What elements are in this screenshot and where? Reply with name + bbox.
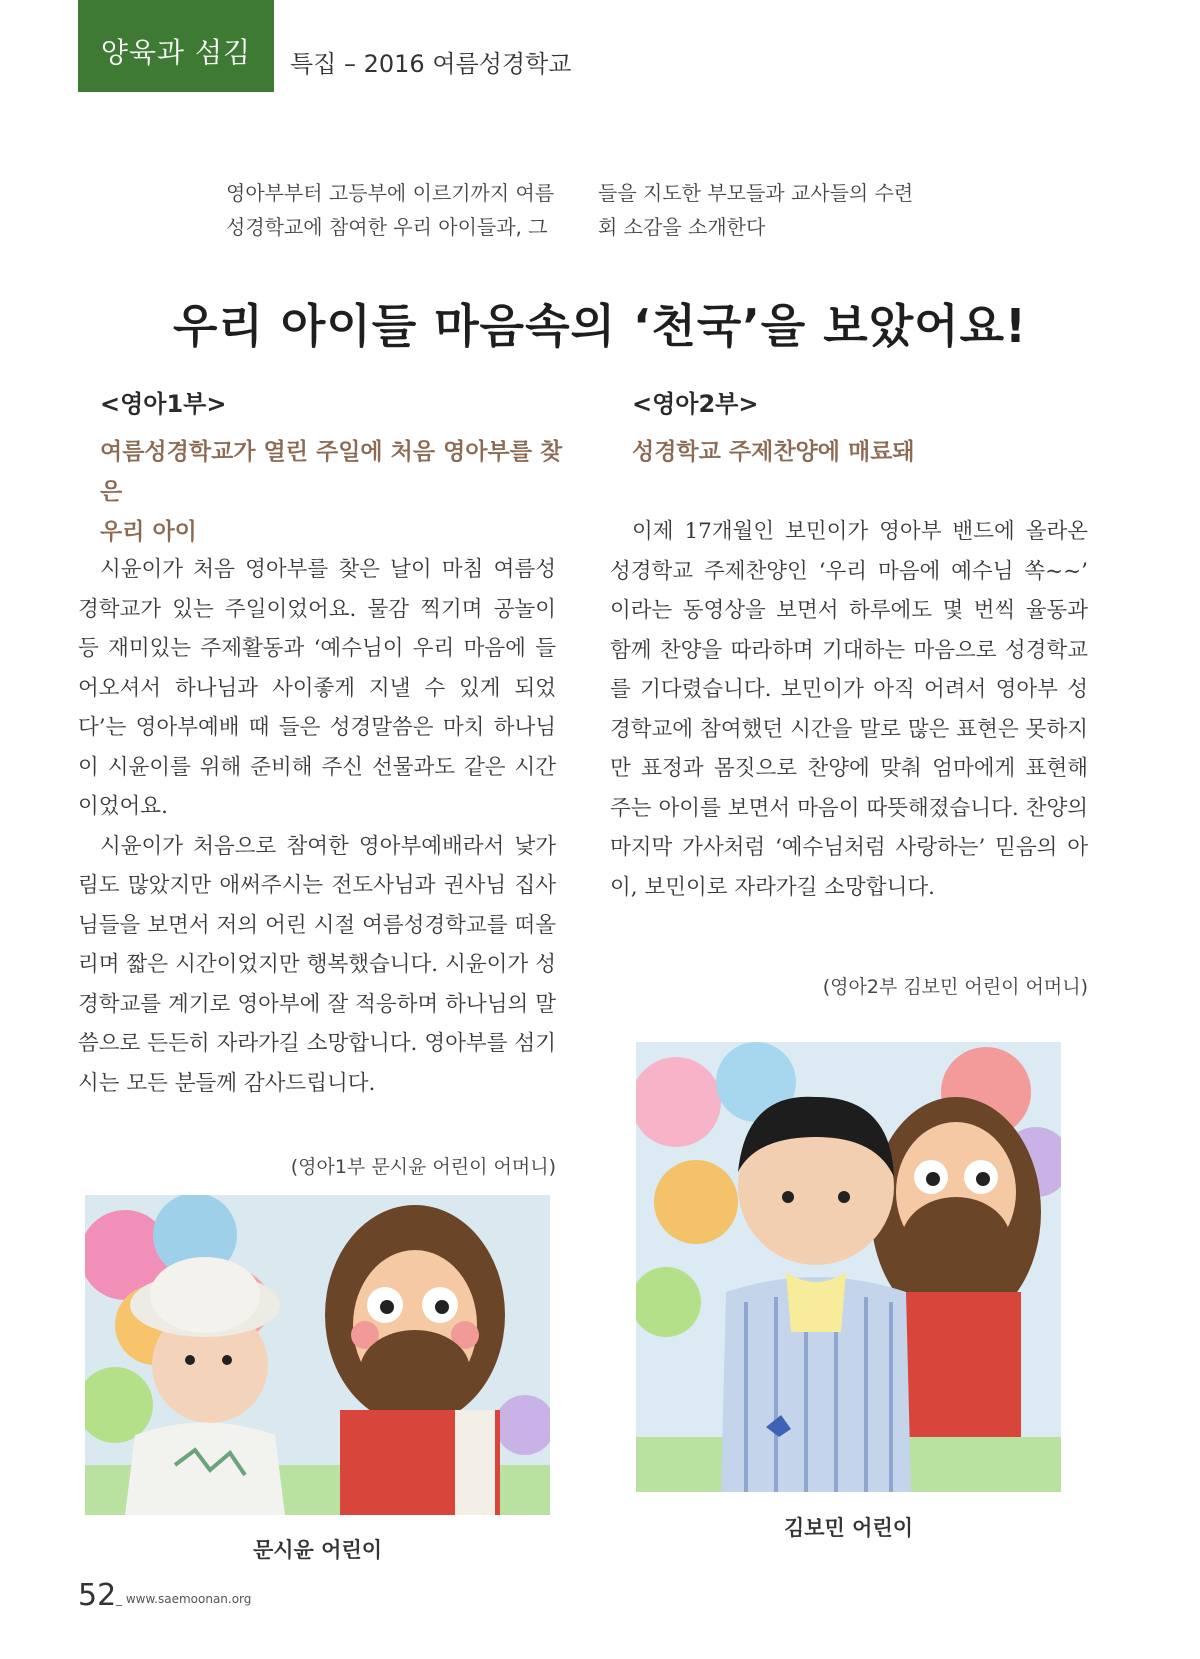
right-photo-caption: 김보민 어린이	[783, 1516, 914, 1540]
right-subtitle	[632, 432, 1102, 472]
left-article-body	[78, 550, 556, 1103]
intro-line: 들을 지도한 부모들과 교사들의 수련	[598, 181, 914, 205]
section-title: 특집 – 2016 여름성경학교	[290, 50, 572, 78]
left-photo-caption: 문시윤 어린이	[252, 1538, 383, 1562]
site-url: _ www.saemoonan.org	[116, 1592, 252, 1606]
left-subtitle-line: 여름성경학교가 열린 주일에 처음 영아부를 찾은	[100, 439, 563, 505]
left-paragraph: 시윤이가 처음으로 참여한 영아부예배라서 낯가림도 많았지만 애써주시는 전도사님과 권사님 집사님들을 보면서 저의 어린 시절 여름성경학교를 떠올리며 짧은 시간이었지만 행복했습니다. 시윤이가 성경학교를 계기로 영아부에 잘 적응하며 하나님의 말씀으로 든든히 자라가길 소망합니다. 영아부를 섬기시는 모든 분들께 감사드립니다.	[78, 833, 556, 1096]
intro-line: 성경학교에 참여한 우리 아이들과, 그	[226, 215, 548, 239]
page-number: 52	[78, 1578, 117, 1613]
right-subtitle-line: 성경학교 주제찬양에 매료돼	[632, 439, 915, 465]
section-label: 양육과 섬김	[78, 0, 274, 92]
left-paragraph: 시윤이가 처음 영아부를 찾은 날이 마침 여름성경학교가 있는 주일이었어요. 물감 찍기며 공놀이 등 재미있는 주제활동과 ‘예수님이 우리 마음에 들어오셔서 하나님과 사이좋게 지낼 수 있게 되었다’는 영아부예배 때 들은 성경말씀은 마치 하나님이 시윤이를 위해 준비해 주신 선물과도 같은 시간이었어요.	[78, 557, 556, 819]
left-subtitle-line: 우리 아이	[100, 519, 197, 545]
intro-right	[598, 176, 958, 244]
right-article-body	[610, 512, 1088, 907]
left-subtitle	[100, 432, 570, 552]
photo-mun-siyun	[85, 1195, 550, 1515]
intro-left	[226, 176, 596, 244]
intro-line: 회 소감을 소개한다	[598, 215, 766, 239]
right-dept-label: <영아2부>	[632, 390, 759, 418]
right-signature: (영아2부 김보민 어린이 어머니)	[822, 976, 1088, 998]
page-headline: 우리 아이들 마음속의 ‘천국’을 보았어요!	[173, 299, 1027, 353]
left-signature: (영아1부 문시윤 어린이 어머니)	[290, 1156, 556, 1178]
right-paragraph: 이제 17개월인 보민이가 영아부 밴드에 올라온 성경학교 주제찬양인 ‘우리 마음에 예수님 쏙~~’ 이라는 동영상을 보면서 하루에도 몇 번씩 율동과 함께 찬양을 따라하며 기대하는 마음으로 성경학교를 기다렸습니다. 보민이가 아직 어려서 영아부 성경학교에 참여했던 시간을 말로 많은 표현은 못하지만 표정과 몸짓으로 찬양에 맞춰 엄마에게 표현해 주는 아이를 보면서 마음이 따뜻해졌습니다. 찬양의 마지막 가사처럼 ‘예수님처럼 사랑하는’ 믿음의 아이, 보민이로 자라가길 소망합니다.	[610, 519, 1088, 900]
left-dept-label: <영아1부>	[100, 390, 227, 418]
intro-line: 영아부부터 고등부에 이르기까지 여름	[226, 181, 555, 205]
photo-kim-bomin	[636, 1042, 1061, 1492]
